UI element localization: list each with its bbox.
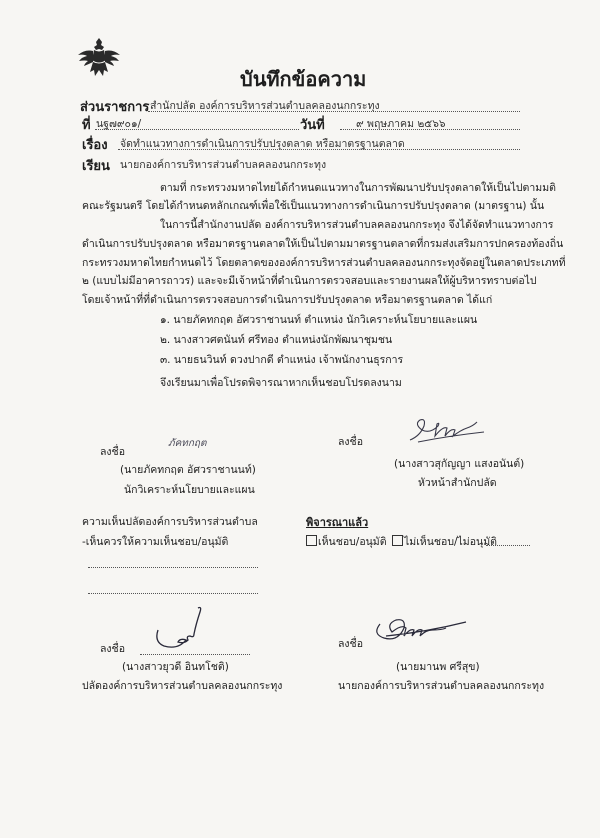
handwritten-signature-left-top: ภัคทกฤต — [168, 438, 207, 449]
signer-position-left-bottom: ปลัดองค์การบริหารส่วนตำบลคลองนกกระทุง — [82, 680, 283, 692]
body-p1-line2: คณะรัฐมนตรี โดยได้กำหนดหลักเกณฑ์เพื่อใช้เป็นแนวทางการดำเนินการปรับปรุงตลาด (มาตรฐาน) นั้น — [82, 200, 545, 212]
approve-label: เห็นชอบ/อนุมัติ — [318, 536, 387, 548]
garuda-emblem-icon — [76, 36, 122, 80]
sign-label: ลงชื่อ — [338, 638, 363, 650]
staff-list-item: ๒. นางสาวศตนันท์ ศรีทอง ตำแหน่งนักพัฒนาชุมชน — [160, 334, 393, 346]
body-p2-line4: ๒ (แบบไม่มีอาคารถาวร) และจะมีเจ้าหน้าที่ดำเนินการตรวจสอบและรายงานผลให้ผู้บริหารทราบต่อไป — [82, 275, 537, 287]
agency-value: สำนักปลัด องค์การบริหารส่วนตำบลคลองนกกระทุง — [150, 100, 380, 112]
agency-label: ส่วนราชการ — [80, 100, 150, 115]
handwritten-signature-left-bottom — [150, 600, 220, 652]
sign-dotted-line — [140, 654, 250, 655]
to-value: นายกองค์การบริหารส่วนตำบลคลองนกกระทุง — [120, 159, 327, 171]
date-value: ๙ พฤษภาคม ๒๕๖๖ — [356, 118, 446, 130]
closing-text: จึงเรียนมาเพื่อโปรดพิจารณาหากเห็นชอบโปรดลงนาม — [160, 377, 402, 389]
staff-list-item: ๓. นายธนวินท์ ดวงปากดี ตำแหน่ง เจ้าพนักงานธุรการ — [160, 354, 404, 366]
signer-position-left-top: นักวิเคราะห์นโยบายและแผน — [124, 484, 255, 496]
opinion-dotted-line — [88, 593, 258, 594]
staff-list-item: ๑. นายภัคทกฤต อัศวราชานนท์ ตำแหน่ง นักวิเคราะห์นโยบายและแผน — [160, 314, 478, 326]
ref-label: ที่ — [82, 118, 91, 133]
reject-dotted-line — [486, 545, 530, 546]
handwritten-signature-right-top — [400, 412, 490, 446]
body-p1-line1: ตามที่ กระทรวงมหาดไทยได้กำหนดแนวทางในการพัฒนาปรับปรุงตลาดให้เป็นไปตามมติ — [160, 182, 556, 194]
opinion-line2: -เห็นควรให้ความเห็นชอบ/อนุมัติ — [82, 536, 229, 548]
signer-position-right-top: หัวหน้าสำนักปลัด — [418, 477, 497, 489]
to-label: เรียน — [82, 159, 110, 174]
signer-name-right-bottom: (นายมานพ ศรีสุข) — [396, 661, 480, 673]
reject-checkbox[interactable] — [392, 535, 403, 546]
body-p2-line1: ในการนี้สำนักงานปลัด องค์การบริหารส่วนตำบลคลองนกกระทุง จึงได้จัดทำแนวทางการ — [160, 219, 554, 231]
handwritten-signature-right-bottom — [366, 606, 476, 646]
memo-title: บันทึกข้อความ — [240, 67, 367, 91]
consideration-heading: พิจารณาแล้ว — [306, 516, 369, 529]
subject-value: จัดทำแนวทางการดำเนินการปรับปรุงตลาด หรือมาตรฐานตลาด — [120, 138, 405, 150]
opinion-line1: ความเห็นปลัดองค์การบริหารส่วนตำบล — [82, 516, 258, 528]
sign-label: ลงชื่อ — [338, 436, 363, 448]
sign-label: ลงชื่อ — [100, 446, 125, 458]
sign-label: ลงชื่อ — [100, 643, 125, 655]
signer-position-right-bottom: นายกองค์การบริหารส่วนตำบลคลองนกกระทุง — [338, 680, 545, 692]
signer-name-right-top: (นางสาวสุกัญญา แสงอนันต์) — [394, 458, 525, 470]
body-p2-line5: โดยเจ้าหน้าที่ที่ดำเนินการตรวจสอบการดำเนินการปรับปรุงตลาด หรือมาตรฐานตลาด ได้แก่ — [82, 294, 493, 306]
body-p2-line3: กระทรวงมหาดไทยกำหนดไว้ โดยตลาดขององค์การบริหารส่วนตำบลคลองนกกระทุงจัดอยู่ในตลาดประเภทที่ — [82, 257, 566, 269]
body-p2-line2: ดำเนินการปรับปรุงตลาด หรือมาตรฐานตลาดให้เป็นไปตามมาตรฐานตลาดที่กรมส่งเสริมการปกครองท้องถิ่น — [82, 238, 564, 250]
signer-name-left-bottom: (นางสาวยุวดี อินทโชติ) — [122, 661, 229, 673]
signer-name-left-top: (นายภัคทกฤต อัศวราชานนท์) — [120, 464, 256, 476]
date-label: วันที่ — [300, 114, 327, 135]
ref-value: นฐ๗๙๐๑/ — [96, 118, 142, 130]
reject-label: ไม่เห็นชอบ/ไม่อนุมัติ — [404, 536, 497, 548]
subject-label: เรื่อง — [82, 138, 108, 153]
approve-checkbox[interactable] — [306, 535, 317, 546]
opinion-dotted-line — [88, 567, 258, 568]
